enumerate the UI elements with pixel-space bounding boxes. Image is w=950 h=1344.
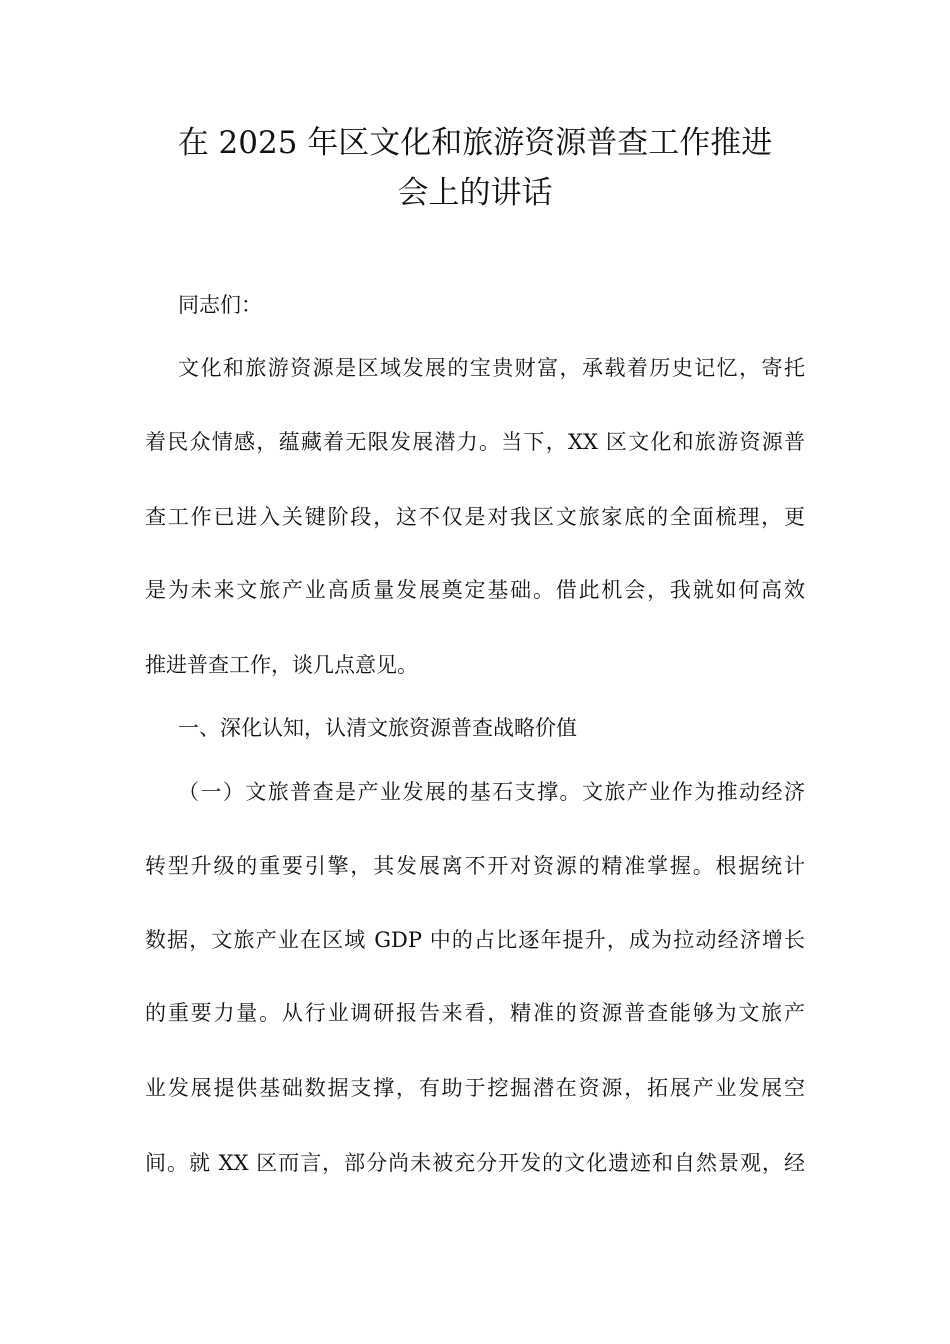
paragraph-line: 数据，文旅产业在区域 GDP 中的占比逐年提升，成为拉动经济增长 [145, 928, 805, 952]
paragraph-line: 查工作已进入关键阶段，这不仅是对我区文旅家底的全面梳理，更 [145, 505, 805, 529]
document-title-line-2: 会上的讲话 [397, 175, 553, 211]
document-title-line-1: 在 2025 年区文化和旅游资源普查工作推进 [177, 125, 773, 161]
paragraph-line: 推进普查工作，谈几点意见。 [145, 653, 418, 677]
paragraph-line: 间。就 XX 区而言，部分尚未被充分开发的文化遗迹和自然景观，经 [145, 1151, 805, 1175]
paragraph-line: 是为未来文旅产业高质量发展奠定基础。借此机会，我就如何高效 [145, 578, 805, 602]
section-heading: 一、深化认知，认清文旅资源普查战略价值 [178, 716, 577, 740]
salutation: 同志们： [178, 293, 262, 317]
paragraph-line: 业发展提供基础数据支撑，有助于挖掘潜在资源，拓展产业发展空 [145, 1076, 805, 1100]
paragraph-line: 文化和旅游资源是区域发展的宝贵财富，承载着历史记忆，寄托 [178, 356, 805, 380]
paragraph-line: 的重要力量。从行业调研报告来看，精准的资源普查能够为文旅产 [145, 1001, 805, 1025]
paragraph-line: 转型升级的重要引擎，其发展离不开对资源的精准掌握。根据统计 [145, 854, 805, 878]
paragraph-line: 着民众情感，蕴藏着无限发展潜力。当下，XX 区文化和旅游资源普 [145, 430, 805, 454]
paragraph-line: （一）文旅普查是产业发展的基石支撑。文旅产业作为推动经济 [178, 780, 805, 804]
